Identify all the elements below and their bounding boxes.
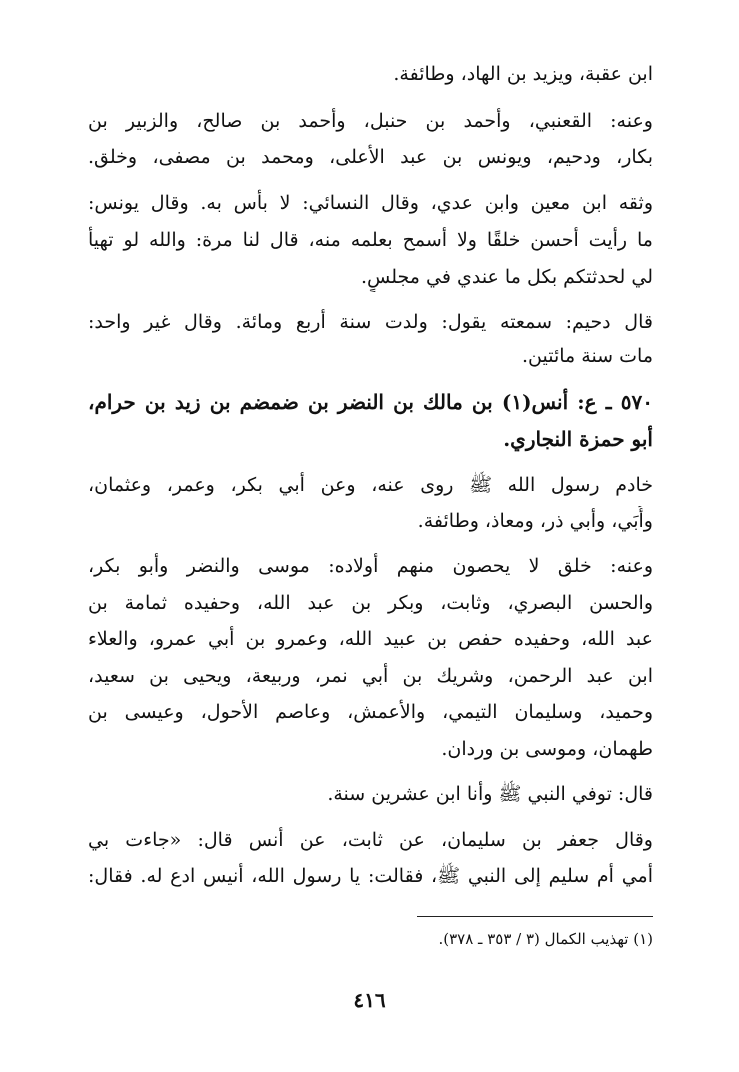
text-line: ابن عبد الرحمن، وشريك بن أبي نمر، وربيعة، ويحيى بن سعيد، — [88, 665, 653, 687]
text-line: وعنه: خلق لا يحصون منهم أولاده: موسى والنضر وأبو بكر، — [88, 555, 653, 577]
text-line: قال دحيم: سمعته يقول: ولدت سنة أربع ومائة. وقال غير واحد: — [88, 311, 653, 333]
text-line: مات سنة مائتين. — [522, 345, 653, 367]
entry-heading-kunya: أبو حمزة النجاري. — [503, 427, 653, 451]
text-line: لي لحدثتكم بكل ما عندي في مجلسٍ. — [360, 266, 653, 288]
footnote: (١) تهذيب الكمال (٣ / ٣٥٣ ـ ٣٧٨). — [438, 930, 653, 948]
text-line: وأُبَي، وأبي ذر، ومعاذ، وطائفة. — [417, 510, 653, 532]
page-number: ٤١٦ — [353, 988, 386, 1012]
entry-heading: ٥٧٠ ـ ع: أنس(١) بن مالك بن النضر بن ضمضم بن زيد بن حرام، — [88, 390, 653, 414]
text-line: وحميد، وسليمان التيمي، والأعمش، وعاصم الأحول، وعيسى بن — [88, 701, 653, 723]
text-line: ابن عقبة، ويزيد بن الهاد، وطائفة. — [393, 63, 653, 85]
text-line: عبد الله، وحفيده حفص بن عبيد الله، وعمرو بن أبي عمرو، والعلاء — [88, 628, 653, 650]
text-line: بكار، ودحيم، ويونس بن عبد الأعلى، ومحمد بن مصفى، وخلق. — [88, 146, 653, 168]
text-line: خادم رسول الله ﷺ روى عنه، وعن أبي بكر، وعمر، وعثمان، — [88, 474, 653, 496]
text-line: أمي أم سليم إلى النبي ﷺ، فقالت: يا رسول الله، أنيس ادع له. فقال: — [88, 865, 653, 887]
footnote-divider — [417, 916, 653, 917]
text-line: ما رأيت أحسن خلقًا ولا أسمح بعلمه منه، قال لنا مرة: والله لو تهيأ — [88, 229, 653, 251]
text-line: والحسن البصري، وثابت، وبكر بن عبد الله، وحفيده ثمامة بن — [88, 592, 653, 614]
text-line: وعنه: القعنبي، وأحمد بن حنبل، وأحمد بن صالح، والزبير بن — [88, 110, 653, 132]
text-line: وقال جعفر بن سليمان، عن ثابت، عن أنس قال: «جاءت بي — [88, 829, 653, 851]
text-line: وثقه ابن معين وابن عدي، وقال النسائي: لا بأس به. وقال يونس: — [88, 192, 653, 214]
text-line: قال: توفي النبي ﷺ وأنا ابن عشرين سنة. — [327, 783, 653, 805]
text-line: طهمان، وموسى بن وردان. — [441, 738, 653, 760]
